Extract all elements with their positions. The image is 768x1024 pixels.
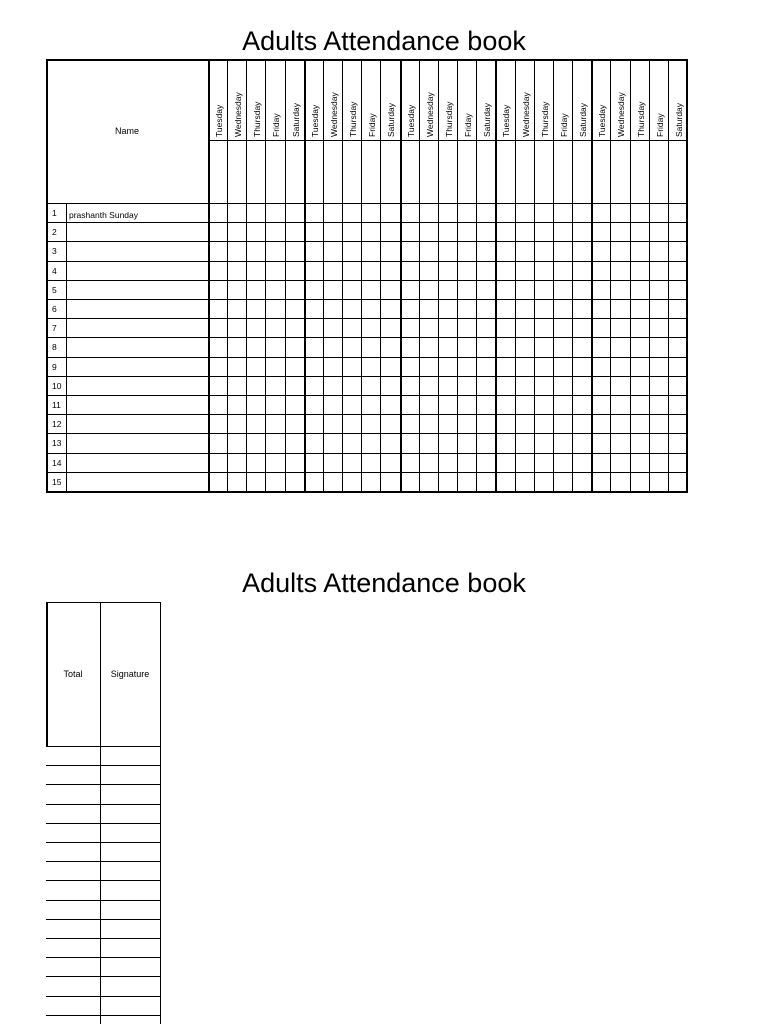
row-line xyxy=(46,880,161,881)
day-column-line xyxy=(668,59,669,492)
row-line xyxy=(46,1015,161,1016)
row-line xyxy=(46,996,161,997)
row-line xyxy=(46,357,687,358)
day-column-line xyxy=(246,59,247,492)
attendee-name: prashanth Sunday xyxy=(69,210,138,220)
total-header: Total xyxy=(63,669,83,679)
day-header: Saturday xyxy=(578,102,588,137)
row-line xyxy=(46,957,161,958)
day-header: Tuesday xyxy=(597,104,607,137)
day-column-line xyxy=(419,59,420,492)
row-number: 11 xyxy=(52,400,61,410)
day-column-line xyxy=(515,59,516,492)
day-header: Tuesday xyxy=(214,104,224,137)
day-column-line xyxy=(438,59,439,492)
row-line xyxy=(46,203,687,204)
row-line xyxy=(46,376,687,377)
day-header: Wednesday xyxy=(425,92,435,137)
day-header: Friday xyxy=(271,113,281,137)
day-header: Thursday xyxy=(540,101,550,137)
name-header: Name xyxy=(114,126,139,136)
day-header: Thursday xyxy=(636,101,646,137)
table-border-top xyxy=(46,602,161,603)
day-column-line xyxy=(572,59,573,492)
page-title-2: Adults Attendance book xyxy=(242,568,526,598)
row-line xyxy=(46,337,687,338)
row-number: 13 xyxy=(52,438,62,448)
day-header: Tuesday xyxy=(406,104,416,137)
day-header: Saturday xyxy=(386,102,396,137)
day-column-line xyxy=(285,59,286,492)
day-column-line xyxy=(380,59,381,492)
row-number: 3 xyxy=(52,246,57,256)
number-column-line xyxy=(66,203,67,491)
day-header: Wednesday xyxy=(616,92,626,137)
row-line xyxy=(46,472,687,473)
row-number: 8 xyxy=(52,342,57,352)
row-number: 14 xyxy=(52,458,62,468)
table-border-right xyxy=(686,59,688,493)
day-column-line xyxy=(227,59,228,492)
table-border-right xyxy=(160,602,161,1024)
row-line xyxy=(46,414,687,415)
name-column-border xyxy=(208,59,210,493)
row-number: 15 xyxy=(52,477,62,487)
row-line xyxy=(46,804,161,805)
row-line xyxy=(46,919,161,920)
signature-header: Signature xyxy=(110,669,150,679)
day-header: Wednesday xyxy=(329,92,339,137)
row-number: 7 xyxy=(52,323,57,333)
day-column-line xyxy=(649,59,650,492)
day-header: Friday xyxy=(559,113,569,137)
day-header: Friday xyxy=(367,113,377,137)
row-line xyxy=(46,784,161,785)
row-line xyxy=(46,222,687,223)
page-title: Adults Attendance book xyxy=(242,26,526,56)
row-line xyxy=(46,976,161,977)
day-column-line xyxy=(534,59,535,492)
day-header: Saturday xyxy=(674,102,684,137)
day-column-line xyxy=(342,59,343,492)
day-header: Thursday xyxy=(252,101,262,137)
row-line xyxy=(46,823,161,824)
day-column-line xyxy=(457,59,458,492)
day-column-line xyxy=(361,59,362,492)
row-line xyxy=(46,453,687,454)
row-line xyxy=(46,261,687,262)
week-divider xyxy=(400,59,402,492)
row-line xyxy=(46,241,687,242)
row-line xyxy=(46,746,161,747)
row-line xyxy=(46,395,687,396)
row-line xyxy=(46,900,161,901)
row-line xyxy=(46,938,161,939)
row-line xyxy=(46,299,687,300)
day-header: Wednesday xyxy=(233,92,243,137)
row-line xyxy=(46,318,687,319)
day-header: Tuesday xyxy=(501,104,511,137)
day-column-line xyxy=(476,59,477,492)
row-number: 5 xyxy=(52,285,57,295)
week-divider xyxy=(591,59,593,492)
day-column-line xyxy=(610,59,611,492)
row-line xyxy=(46,433,687,434)
day-column-line xyxy=(323,59,324,492)
day-column-line xyxy=(553,59,554,492)
row-number: 4 xyxy=(52,266,57,276)
day-column-line xyxy=(265,59,266,492)
column-divider xyxy=(100,602,101,1024)
week-divider xyxy=(495,59,497,492)
day-column-line xyxy=(630,59,631,492)
row-number: 6 xyxy=(52,304,57,314)
row-line xyxy=(46,280,687,281)
day-header: Saturday xyxy=(291,102,301,137)
day-header: Thursday xyxy=(444,101,454,137)
row-number: 1 xyxy=(52,208,57,218)
table-border-left xyxy=(46,59,48,493)
row-number: 10 xyxy=(52,381,62,391)
day-header: Wednesday xyxy=(521,92,531,137)
day-header: Friday xyxy=(463,113,473,137)
row-number: 12 xyxy=(52,419,62,429)
day-header: Thursday xyxy=(348,101,358,137)
row-number: 9 xyxy=(52,362,57,372)
day-header: Saturday xyxy=(482,102,492,137)
row-number: 2 xyxy=(52,227,57,237)
row-line xyxy=(46,861,161,862)
day-header: Friday xyxy=(655,113,665,137)
week-divider xyxy=(304,59,306,492)
row-line xyxy=(46,765,161,766)
day-header: Tuesday xyxy=(310,104,320,137)
row-line xyxy=(46,842,161,843)
